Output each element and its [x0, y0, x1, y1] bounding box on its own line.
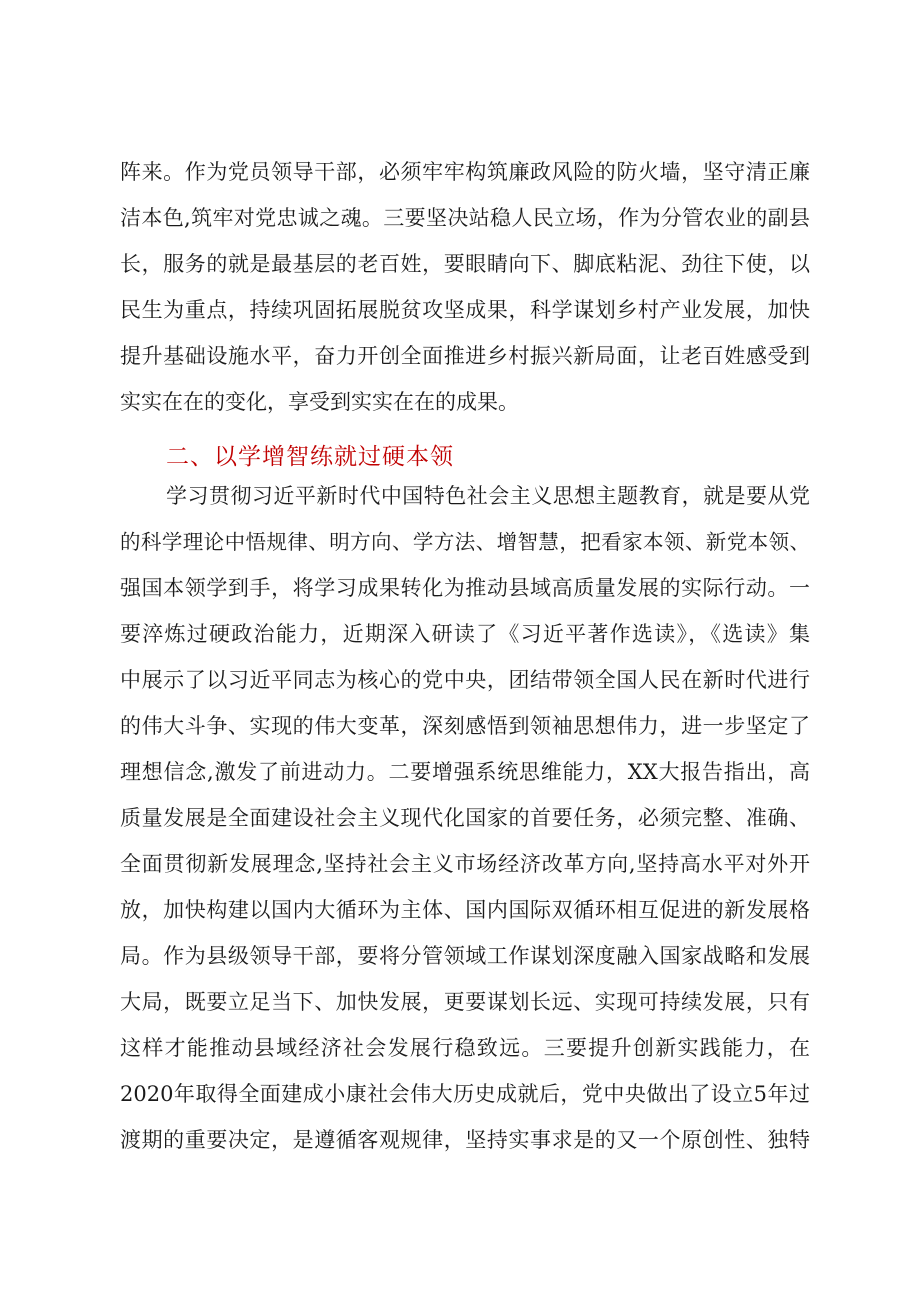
paragraph-2-line: 的伟大斗争、实现的伟大变革，深刻感悟到领袖思想伟力，进一步坚定了 — [120, 714, 810, 738]
paragraph-2-line: 这样才能推动县域经济社会发展行稳致远。三要提升创新实践能力，在 — [120, 1036, 810, 1060]
paragraph-2-line: 的科学理论中悟规律、明方向、学方法、增智慧，把看家本领、新党本领、 — [120, 530, 810, 554]
paragraph-2-line: 放，加快构建以国内大循环为主体、国内国际双循环相互促进的新发展格 — [120, 898, 810, 922]
paragraph-2-line: 学习贯彻习近平新时代中国特色社会主义思想主题教育，就是要从党 — [166, 484, 810, 508]
paragraph-1-line: 阵来。作为党员领导干部，必须牢牢构筑廉政风险的防火墙，坚守清正廉 — [120, 160, 810, 184]
paragraph-1-line: 实实在在的变化，享受到实实在在的成果。 — [120, 390, 519, 414]
paragraph-2-line: 局。作为县级领导干部，要将分管领域工作谋划深度融入国家战略和发展 — [120, 944, 810, 968]
paragraph-2-line: 全面贯彻新发展理念,坚持社会主义市场经济改革方向,坚持高水平对外开 — [120, 852, 810, 876]
paragraph-2-line: 质量发展是全面建设社会主义现代化国家的首要任务，必须完整、准确、 — [120, 806, 810, 830]
paragraph-2-line: 理想信念,激发了前进动力。二要增强系统思维能力，XX大报告指出，高 — [120, 760, 810, 784]
paragraph-2-line: 渡期的重要决定，是遵循客观规律，坚持实事求是的又一个原创性、独特 — [120, 1128, 810, 1152]
paragraph-2-line: 2020年取得全面建成小康社会伟大历史成就后，党中央做出了设立5年过 — [120, 1082, 810, 1106]
paragraph-2-line: 大局，既要立足当下、加快发展，更要谋划长远、实现可持续发展，只有 — [120, 990, 810, 1014]
section-heading: 二、以学增智练就过硬本领 — [166, 444, 454, 470]
paragraph-1-line: 提升基础设施水平，奋力开创全面推进乡村振兴新局面，让老百姓感受到 — [120, 344, 810, 368]
paragraph-1-line: 民生为重点，持续巩固拓展脱贫攻坚成果，科学谋划乡村产业发展，加快 — [120, 298, 810, 322]
paragraph-2-line: 要淬炼过硬政治能力，近期深入研读了《习近平著作选读》，《选读》集 — [120, 622, 810, 646]
paragraph-2-line: 强国本领学到手，将学习成果转化为推动县域高质量发展的实际行动。一 — [120, 576, 810, 600]
paragraph-1-line: 洁本色,筑牢对党忠诚之魂。三要坚决站稳人民立场，作为分管农业的副县 — [120, 206, 810, 230]
paragraph-2-line: 中展示了以习近平同志为核心的党中央，团结带领全国人民在新时代进行 — [120, 668, 810, 692]
paragraph-1-line: 长，服务的就是最基层的老百姓，要眼睛向下、脚底粘泥、劲往下使，以 — [120, 252, 810, 276]
